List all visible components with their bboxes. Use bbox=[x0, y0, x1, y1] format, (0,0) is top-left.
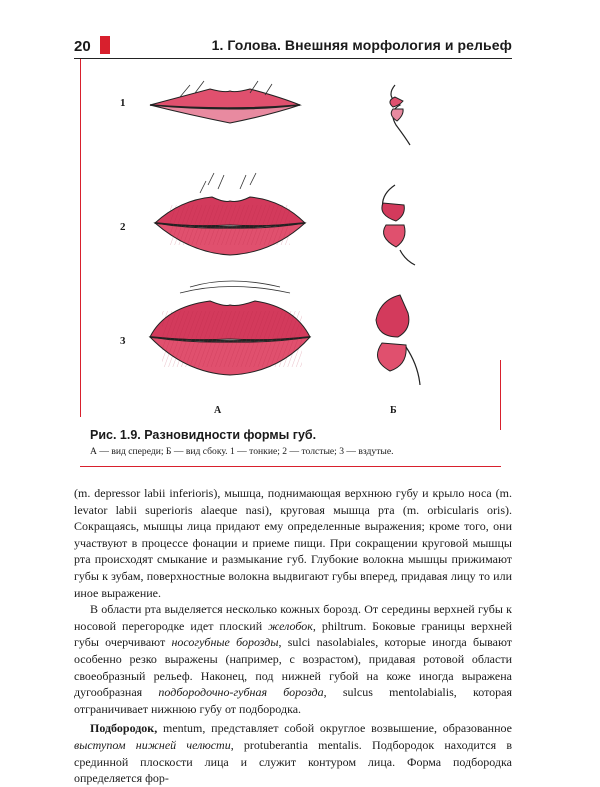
text-run: , sulcus mentolabialis, которая отграничивает нижнюю губу от подбородка. bbox=[74, 685, 513, 716]
puffy-lips-side bbox=[376, 295, 420, 385]
thick-lips-front bbox=[155, 173, 305, 255]
row-number-2: 2 bbox=[120, 221, 126, 233]
text-run: , philtrum. Боковые границы верхней губы очерчивают bbox=[74, 618, 512, 650]
caption-title: Рис. 1.9. Разновидности формы губ. bbox=[90, 428, 317, 442]
term-mentolabial: подбородочно-губная борозда bbox=[158, 685, 324, 700]
figure-frame-right bbox=[500, 360, 501, 430]
paragraph-1: (m. depressor labii inferioris), мышца, поднимающая верхнюю губу и крыло носа (m. levator labii superioris alaeque nasi), круговая мышца рта (m. orbicularis oris). Сокращаясь, мышцы лица придают ему определенные выражения; кроме того, они участвуют в процессе фонации и приеме пищи. При сокращении круговой мышцы рта происходят смыкание и размыкание губ. Глубокие волокна мышцы прижимают губы к зубам, поверхностные волокна выдвигают губы вперед, придавая лицу то или иное выражение. bbox=[74, 486, 512, 600]
text-run: В области рта выделяется несколько кожных борозд. От середины верхней губы к носовой перегородке идет плоский bbox=[74, 602, 512, 633]
term-chin: Подбородок, bbox=[90, 721, 158, 736]
header-rule bbox=[74, 58, 512, 59]
row-number-1: 1 bbox=[120, 97, 126, 109]
paragraph-3 bbox=[74, 720, 512, 786]
term-nasolabial: носогубные борозды bbox=[171, 635, 279, 650]
text-run: , protuberantia mentalis. Подбородок находится в срединной плоскости лица и служит контуром лица. Форма подбородка определяется фор- bbox=[74, 737, 512, 786]
term-mandible-protrusion: выступом нижней челюсти bbox=[74, 737, 231, 752]
row-number-3: 3 bbox=[120, 335, 126, 347]
thin-lips-side bbox=[390, 85, 410, 145]
figure-caption bbox=[90, 428, 490, 457]
lip-illustrations bbox=[100, 75, 480, 395]
text-run: mentum, представляет собой округлое возвышение, образованное bbox=[157, 721, 512, 736]
text-run: , sulci nasolabiales, которые иногда бывают особенно резко выражены (например, с возрастом), придавая ротовой области своеобразный рельеф. Наконец, под нижней губой на коже иногда выражена дугообразная bbox=[74, 635, 513, 700]
running-head: 1. Голова. Внешняя морфология и рельеф bbox=[211, 37, 512, 53]
paragraph-2 bbox=[74, 601, 512, 717]
thin-lips-front bbox=[150, 81, 300, 123]
thick-lips-side bbox=[382, 185, 415, 265]
lip-forms-figure bbox=[100, 75, 480, 415]
puffy-lips-front bbox=[150, 281, 310, 375]
figure-frame-left bbox=[80, 59, 81, 417]
chapter-marker bbox=[100, 36, 110, 54]
column-label-front: А bbox=[214, 405, 222, 416]
figure-frame-bottom bbox=[80, 466, 501, 467]
page-number: 20 bbox=[74, 38, 91, 55]
caption-text: А — вид спереди; Б — вид сбоку. 1 — тонкие; 2 — толстые; 3 — вздутые. bbox=[90, 446, 394, 457]
column-label-side: Б bbox=[390, 405, 397, 416]
term-philtrum: желобок bbox=[268, 618, 313, 633]
body-text bbox=[74, 485, 512, 787]
